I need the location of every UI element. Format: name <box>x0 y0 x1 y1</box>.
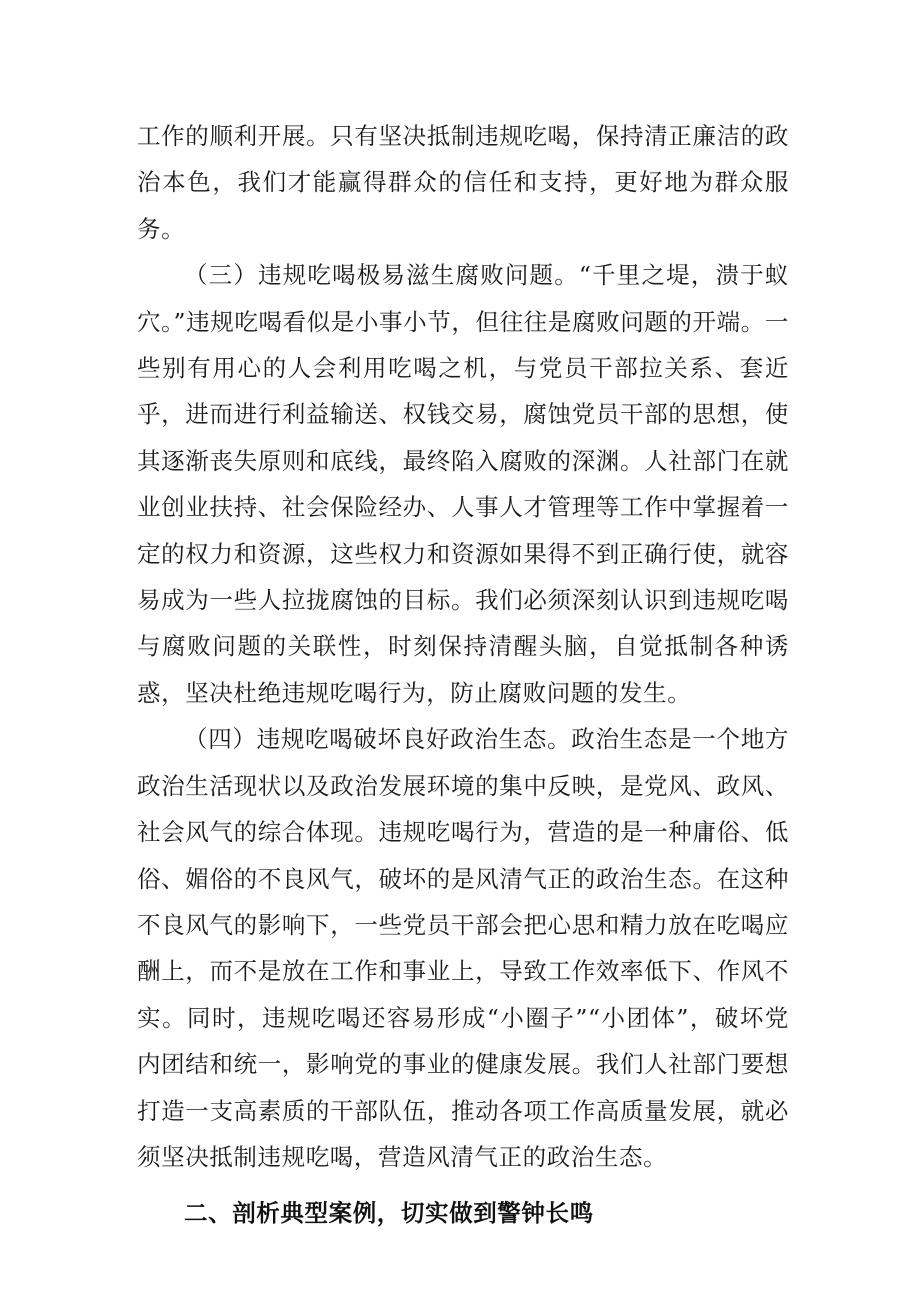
document-body <box>137 113 789 1237</box>
paragraph-continuation: 工作的顺利开展。只有坚决抵制违规吃喝，保持清正廉洁的政治本色，我们才能赢得群众的信任和支持，更好地为群众服务。 <box>137 122 789 243</box>
paragraph-section-three: （三）违规吃喝极易滋生腐败问题。“千里之堤，溃于蚁穴。”违规吃喝看似是小事小节，但往往是腐败问题的开端。一些别有用心的人会利用吃喝之机，与党员干部拉关系、套近乎，进而进行利益输送、权钱交易，腐蚀党员干部的思想，使其逐渐丧失原则和底线，最终陷入腐败的深渊。人社部门在就业创业扶持、社会保险经办、人事人才管理等工作中掌握着一定的权力和资源，这些权力和资源如果得不到正确行使，就容易成为一些人拉拢腐蚀的目标。我们必须深刻认识到违规吃喝与腐败问题的关联性，时刻保持清醒头脑，自觉抵制各种诱惑，坚决杜绝违规吃喝行为，防止腐败问题的发生。 <box>137 261 789 707</box>
paragraph-section-four: （四）违规吃喝破坏良好政治生态。政治生态是一个地方政治生活现状以及政治发展环境的集中反映，是党风、政风、社会风气的综合体现。违规吃喝行为，营造的是一种庸俗、低俗、媚俗的不良风气，破坏的是风清气正的政治生态。在这种不良风气的影响下，一些党员干部会把心思和精力放在吃喝应酬上，而不是放在工作和事业上，导致工作效率低下、作风不实。同时，违规吃喝还容易形成“小圈子”“小团体”，破坏党内团结和统一，影响党的事业的健康发展。我们人社部门要想打造一支高素质的干部队伍，推动各项工作高质量发展，就必须坚决抵制违规吃喝，营造风清气正的政治生态。 <box>137 725 789 1171</box>
section-heading: 二、剖析典型案例，切实做到警钟长鸣 <box>184 1199 594 1228</box>
